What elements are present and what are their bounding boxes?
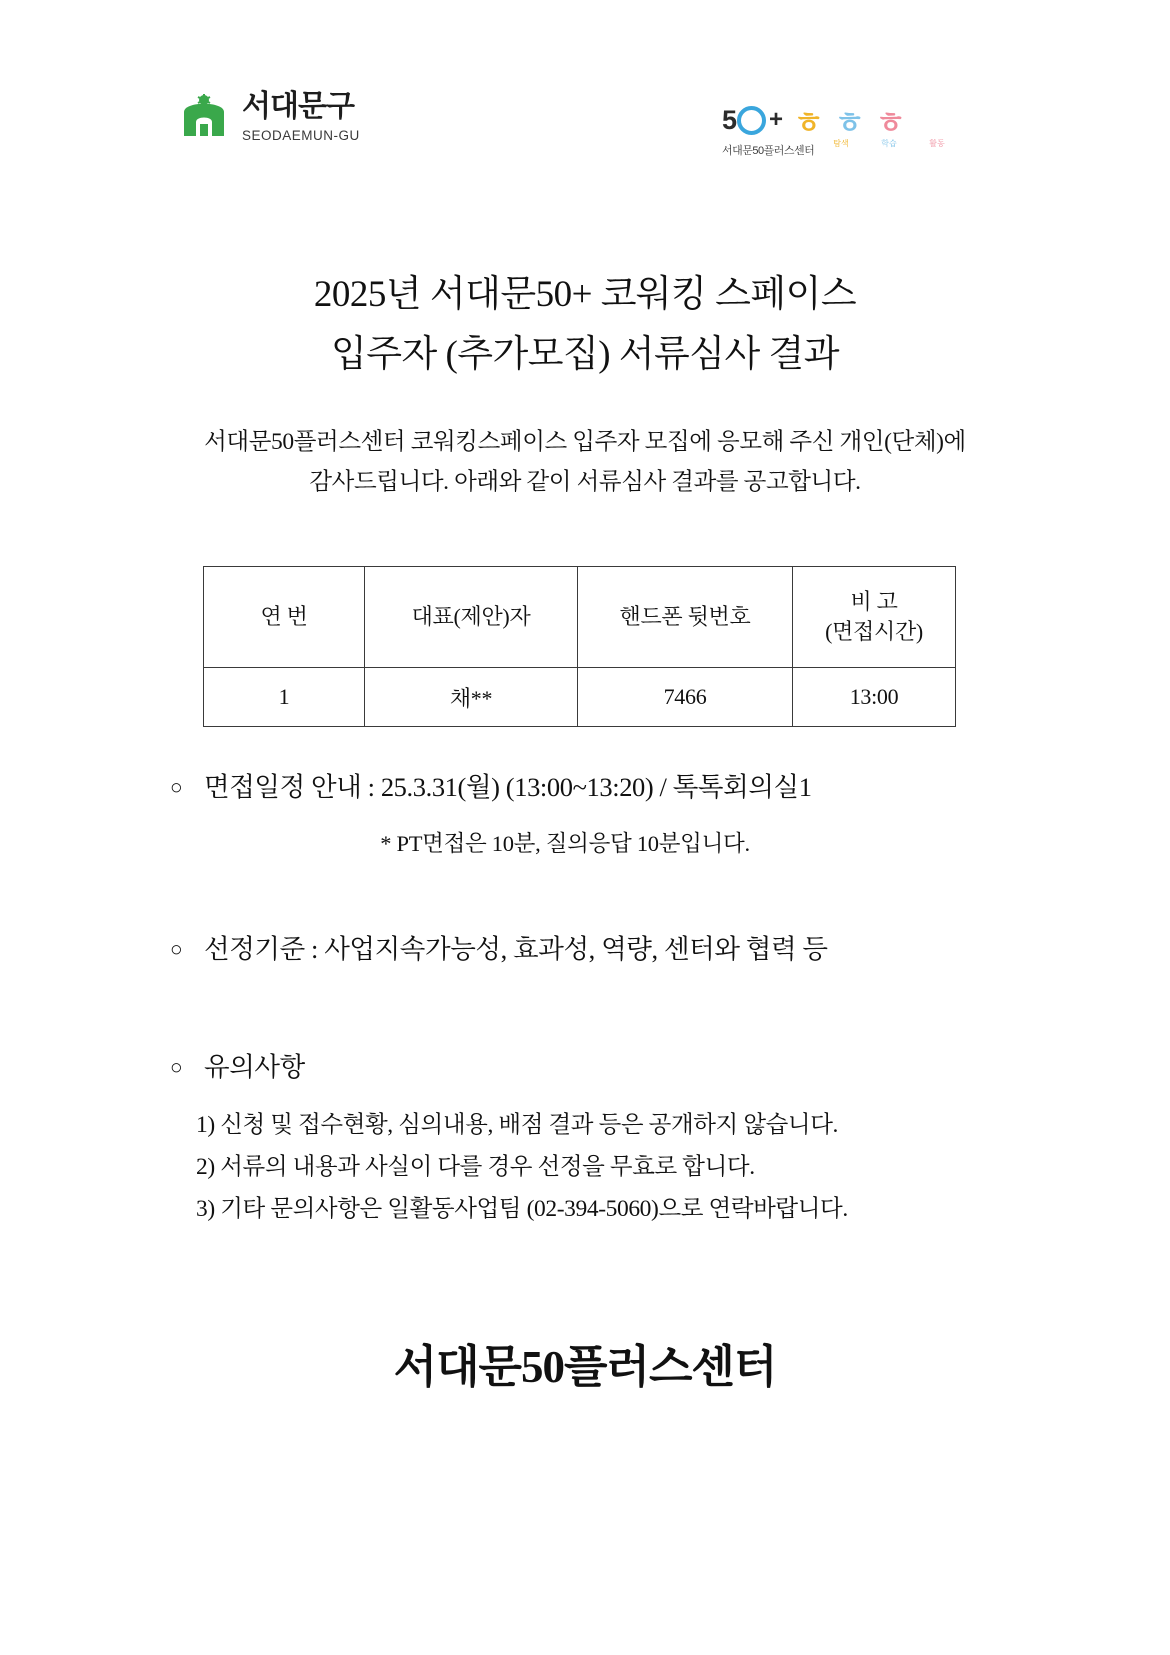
section-interview-schedule-note: * PT면접은 10분, 질의응답 10분입니다. [380, 830, 750, 856]
spacer-2 [0, 970, 1170, 1048]
results-table-container [203, 566, 923, 727]
logo-center-name: 서대문50플러스센터 [722, 145, 815, 157]
circle-zero-icon [737, 106, 766, 135]
table-header-note-line1: 비 고 [850, 589, 898, 615]
table-header-row [204, 567, 956, 668]
section-notes [0, 1048, 1170, 1088]
intro-paragraph [0, 422, 1170, 503]
plus-icon: + [769, 106, 783, 133]
document-header [0, 92, 1170, 182]
notes-list [0, 1105, 1170, 1230]
logo-50-text [722, 105, 782, 136]
table-header-note-line2: (면접시간) [825, 619, 923, 644]
logo-name-ko: 서대문구 [242, 90, 354, 123]
section-interview-schedule-heading: 면접일정 안내 : 25.3.31(월) (13:00~13:20) / 톡톡회의실1 [204, 772, 812, 802]
notice-sections [0, 768, 1170, 1231]
table-header-no: 연 번 [204, 567, 365, 668]
circle-bullet-icon-1: ○ [170, 775, 183, 799]
list-item: 1) 신청 및 접수현황, 심의내용, 배점 결과 등은 공개하지 않습니다. [196, 1112, 839, 1139]
section-selection-criteria [0, 930, 1170, 970]
glyph-caption-3: 활동 [929, 139, 945, 148]
glyph-caption-1: 탐색 [833, 139, 849, 148]
hieut-glyph-2: ㅎ [835, 107, 865, 140]
page-title-line1: 2025년 서대문50+ 코워킹 스페이스 [313, 274, 857, 315]
hieut-glyph-1: ㅎ [794, 107, 824, 140]
seodaemun-50plus-logo [722, 100, 962, 158]
circle-bullet-icon-2: ○ [170, 936, 183, 961]
section-selection-criteria-heading: 선정기준 : 사업지속가능성, 효과성, 역량, 센터와 협력 등 [204, 933, 828, 964]
section-interview-schedule [0, 768, 1170, 808]
page-title-line2: 입주자 (추가모집) 서류심사 결과 [330, 333, 840, 375]
page-title [0, 265, 1170, 385]
hieut-glyph-3: ㅎ [876, 107, 905, 140]
list-item: 3) 기타 문의사항은 일활동사업팀 (02-394-5060)으로 연락바랍니다. [196, 1195, 848, 1222]
logo-glyph-captions [828, 138, 950, 149]
intro-line1: 서대문50플러스센터 코워킹스페이스 입주자 모집에 응모해 주신 개인(단체)에 [204, 429, 966, 455]
intro-line2: 감사드립니다. 아래와 같이 서류심사 결과를 공고합니다. [309, 469, 861, 496]
logo-name-en: SEODAEMUN-GU [242, 128, 360, 143]
table-row [204, 668, 956, 727]
seodaemun-gu-logo-text [242, 92, 360, 143]
cell-applicant: 채** [365, 668, 578, 727]
glyph-caption-2: 학습 [881, 139, 897, 148]
cell-note: 13:00 [793, 668, 956, 727]
circle-bullet-icon-3: ○ [170, 1054, 183, 1079]
logo-digit-5: 5 [722, 104, 737, 135]
seodaemun-gu-logo [178, 92, 360, 143]
cell-no: 1 [204, 668, 365, 727]
list-item: 2) 서류의 내용과 사실이 다를 경우 선정을 무효로 합니다. [196, 1154, 755, 1181]
table-header-note [793, 567, 956, 668]
seodaemun-gu-emblem-icon [178, 92, 230, 142]
section-notes-heading: 유의사항 [204, 1051, 305, 1082]
spacer-1 [0, 858, 1170, 930]
table-header-applicant: 대표(제안)자 [365, 567, 578, 668]
table-header-phone: 핸드폰 뒷번호 [578, 567, 793, 668]
results-table [203, 566, 956, 727]
cell-phone-tail: 7466 [578, 668, 793, 727]
issuing-organization: 서대문50플러스센터 [393, 1342, 777, 1392]
logo-50plus-mark [722, 100, 962, 140]
